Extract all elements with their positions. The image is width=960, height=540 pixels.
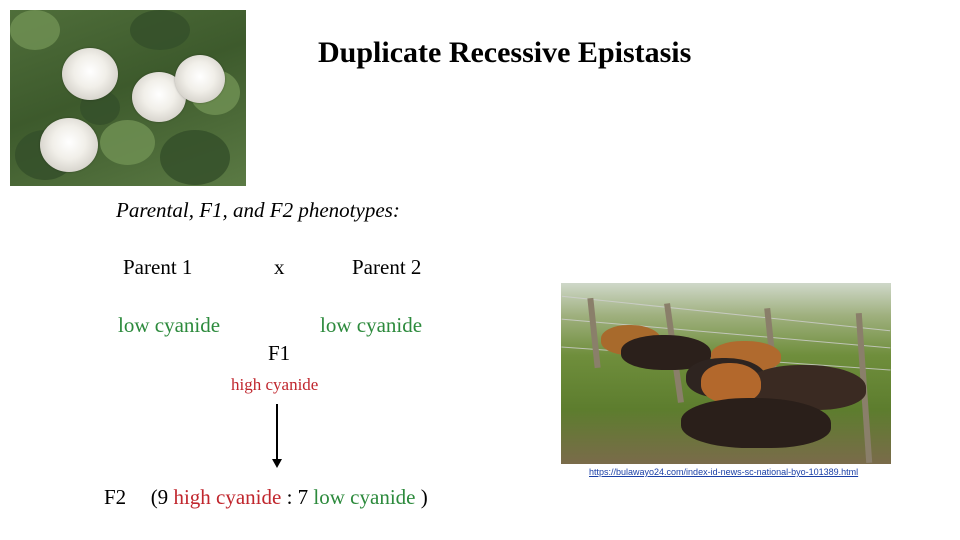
parent2-phenotype: low cyanide: [320, 313, 423, 337]
f2-low-cyanide: low cyanide: [313, 485, 416, 509]
parent1-phenotype: low cyanide: [118, 313, 221, 337]
slide-subtitle: Parental, F1, and F2 phenotypes:: [116, 198, 400, 222]
f2-label: F2: [104, 485, 127, 509]
clover-photo: [10, 10, 246, 186]
parent2-label: Parent 2: [352, 255, 422, 279]
parent1-label: Parent 1: [123, 255, 193, 279]
slide-title: Duplicate Recessive Epistasis: [318, 36, 692, 69]
f2-open: (9: [150, 485, 174, 509]
f2-separator: : 7: [286, 485, 314, 509]
down-arrow-icon: [272, 404, 282, 468]
source-link[interactable]: https://bulawayo24.com/index-id-news-sc-national-byo-101389.html: [589, 467, 859, 477]
f2-close: ): [420, 485, 428, 509]
cross-symbol: x: [274, 255, 285, 279]
f1-phenotype: high cyanide: [231, 375, 319, 394]
cows-photo: [561, 283, 891, 464]
f1-label: F1: [268, 341, 291, 365]
f2-ratio-line: [104, 485, 428, 510]
f2-high-cyanide: high cyanide: [173, 485, 282, 509]
